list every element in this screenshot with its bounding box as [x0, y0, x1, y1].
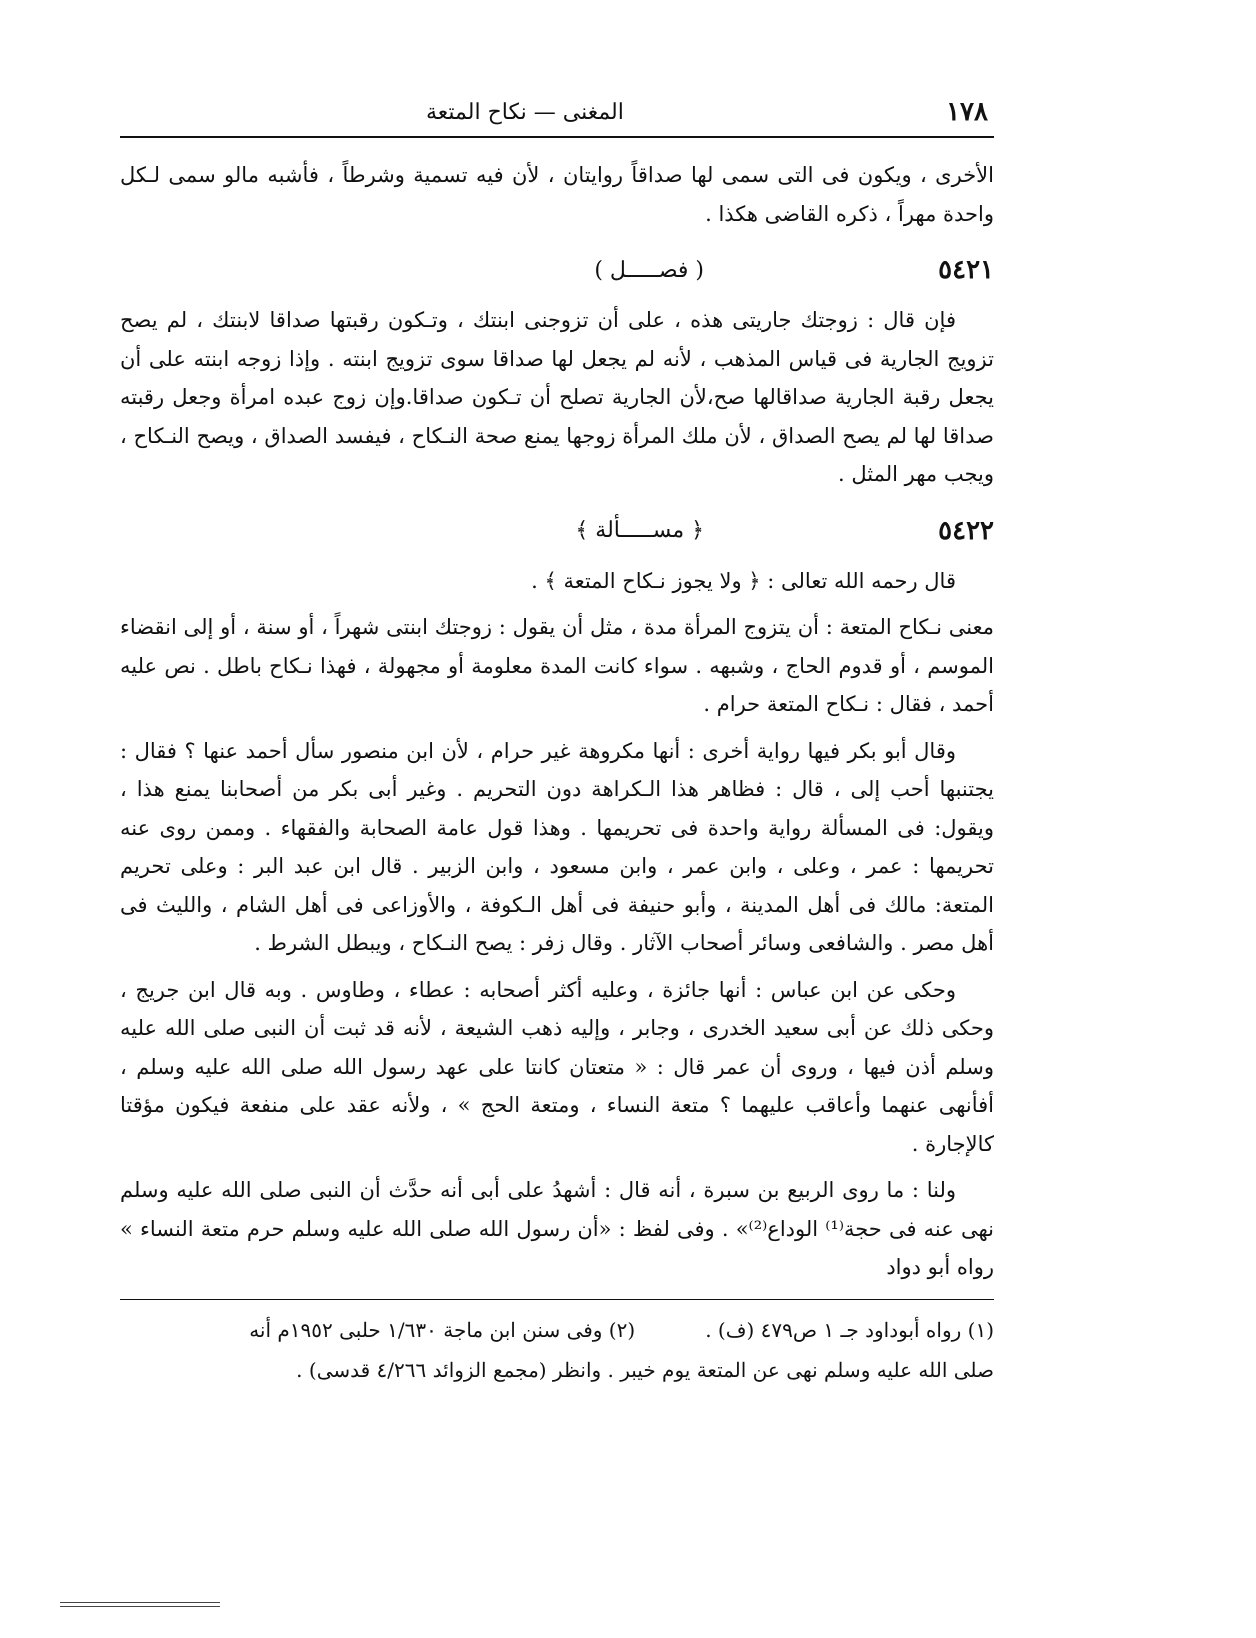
- paragraph: وحكى عن ابن عباس : أنها جائزة ، وعليه أكثر أصحابه : عطاء ، وطاوس . وبه قال ابن جريج ، وحكى ذلك عن أبى سعيد الخدرى ، وجابر ، وإليه ذهب الشيعة ، لأنه قد ثبت أن النبى صلى الله عليه وسلم أذن فيها ، وروى أن عمر قال : « متعتان كانتا على عهد رسول الله صلى الله عليه وسلم ، أفأنهى عنهما وأعاقب عليهما ؟ متعة النساء ، ومتعة الحج » ، ولأنه عقد على منفعة فيكون مؤقتا كالإجارة .: [120, 977, 994, 1156]
- page-body: [120, 156, 994, 1287]
- footnote-continuation: صلى الله عليه وسلم نهى عن المتعة يوم خيبر . وانظر (مجمع الزوائد ٤/٢٦٦ قدسى) .: [296, 1357, 994, 1382]
- section-heading-5422: [120, 504, 994, 558]
- section-paragraph: فإن قال : زوجتك جاريتى هذه ، على أن تزوجنى ابنتك ، وتـكون رقبتها صداقا لابنتك ، لم يصح تزويج الجارية فى قياس المذهب ، لأنه لم يجعل لها صداقا سوى تزويج ابنته . وإذا زوجه ابنته على أن يجعل رقبة الجارية صداقالها صح،لأن الجارية تصلح أن تـكون صداقا.وإن زوج عبده امرأة وجعل رقبته صداقا لها لم يصح الصداق ، لأن ملك المرأة زوجها يمنع صحة النـكاح ، فيفسد الصداق ، ويصح النـكاح ، ويجب مهر المثل .: [120, 308, 994, 486]
- footnote-2: (٢) وفى سنن ابن ماجة ١/٦٣٠ حلبى ١٩٥٢م أنه: [249, 1317, 636, 1342]
- footnote-row: [120, 1310, 994, 1350]
- paragraph: معنى نـكاح المتعة : أن يتزوج المرأة مدة ، مثل أن يقول : زوجتك ابنتى شهراً ، أو سنة ، أو إلى انقضاء الموسم ، أو قدوم الحاج ، وشبهه . سواء كانت المدة معلومة أو مجهولة ، فهذا نـكاح باطل . نص عليه أحمد ، فقال : نـكاح المتعة حرام .: [120, 615, 994, 716]
- running-header: [120, 88, 994, 138]
- section-heading-5421: [120, 243, 994, 297]
- section-label: ( فصـــــل ): [594, 257, 704, 283]
- footnote-1: (١) رواه أبوداود جـ ١ ص٤٧٩ (ف) .: [705, 1317, 994, 1342]
- intro-paragraph: الأخرى ، ويكون فى التى سمى لها صداقاً روايتان ، لأن فيه تسمية وشرطاً ، فأشبه مالو سمى لـكل واحدة مهراً ، ذكره القاضى هكذا .: [120, 163, 994, 226]
- paragraph: وقال أبو بكر فيها رواية أخرى : أنها مكروهة غير حرام ، لأن ابن منصور سأل أحمد عنها ؟ فقال : يجتنبها أحب إلى ، قال : فظاهر هذا الـكراهة دون التحريم . وغير أبى بكر من أصحابنا يمنع هذا ، ويقول: فى المسألة رواية واحدة فى تحريمها . وهذا قول عامة الصحابة والفقهاء . وممن روى عنه تحريمها : عمر ، وعلى ، وابن عمر ، وابن مسعود ، وابن الزبير . قال ابن عبد البر : وعلى تحريم المتعة: مالك فى أهل المدينة ، وأبو حنيفة فى أهل الـكوفة ، والأوزاعى فى أهل الشام ، والليث فى أهل مصر . والشافعى وسائر أصحاب الآثار . وقال زفر : يصح النـكاح ، ويبطل الشرط .: [120, 738, 994, 955]
- section-number: ٥٤٢١: [938, 255, 994, 285]
- running-title: المغنى — نكاح المتعة: [426, 99, 624, 125]
- section-number: ٥٤٢٢: [938, 515, 994, 546]
- section-label: ﴿ مســـــألة ﴾: [575, 518, 704, 543]
- book-page: [120, 88, 994, 1390]
- scan-margin-marks: [60, 1602, 220, 1608]
- footnotes: [120, 1299, 994, 1390]
- paragraph: ولنا : ما روى الربيع بن سبرة ، أنه قال : أشهدُ على أبى أنه حدَّث أن النبى صلى الله عليه وسلم نهى عنه فى حجة⁽¹⁾ الوداع⁽²⁾» . وفى لفظ : «أن رسول الله صلى الله عليه وسلم حرم متعة النساء » رواه أبو دواد: [120, 1178, 994, 1279]
- matn-quote: قال رحمه الله تعالى : ﴿ ولا يجوز نـكاح المتعة ﴾ .: [531, 568, 956, 593]
- page-number: ١٧٨: [946, 97, 988, 127]
